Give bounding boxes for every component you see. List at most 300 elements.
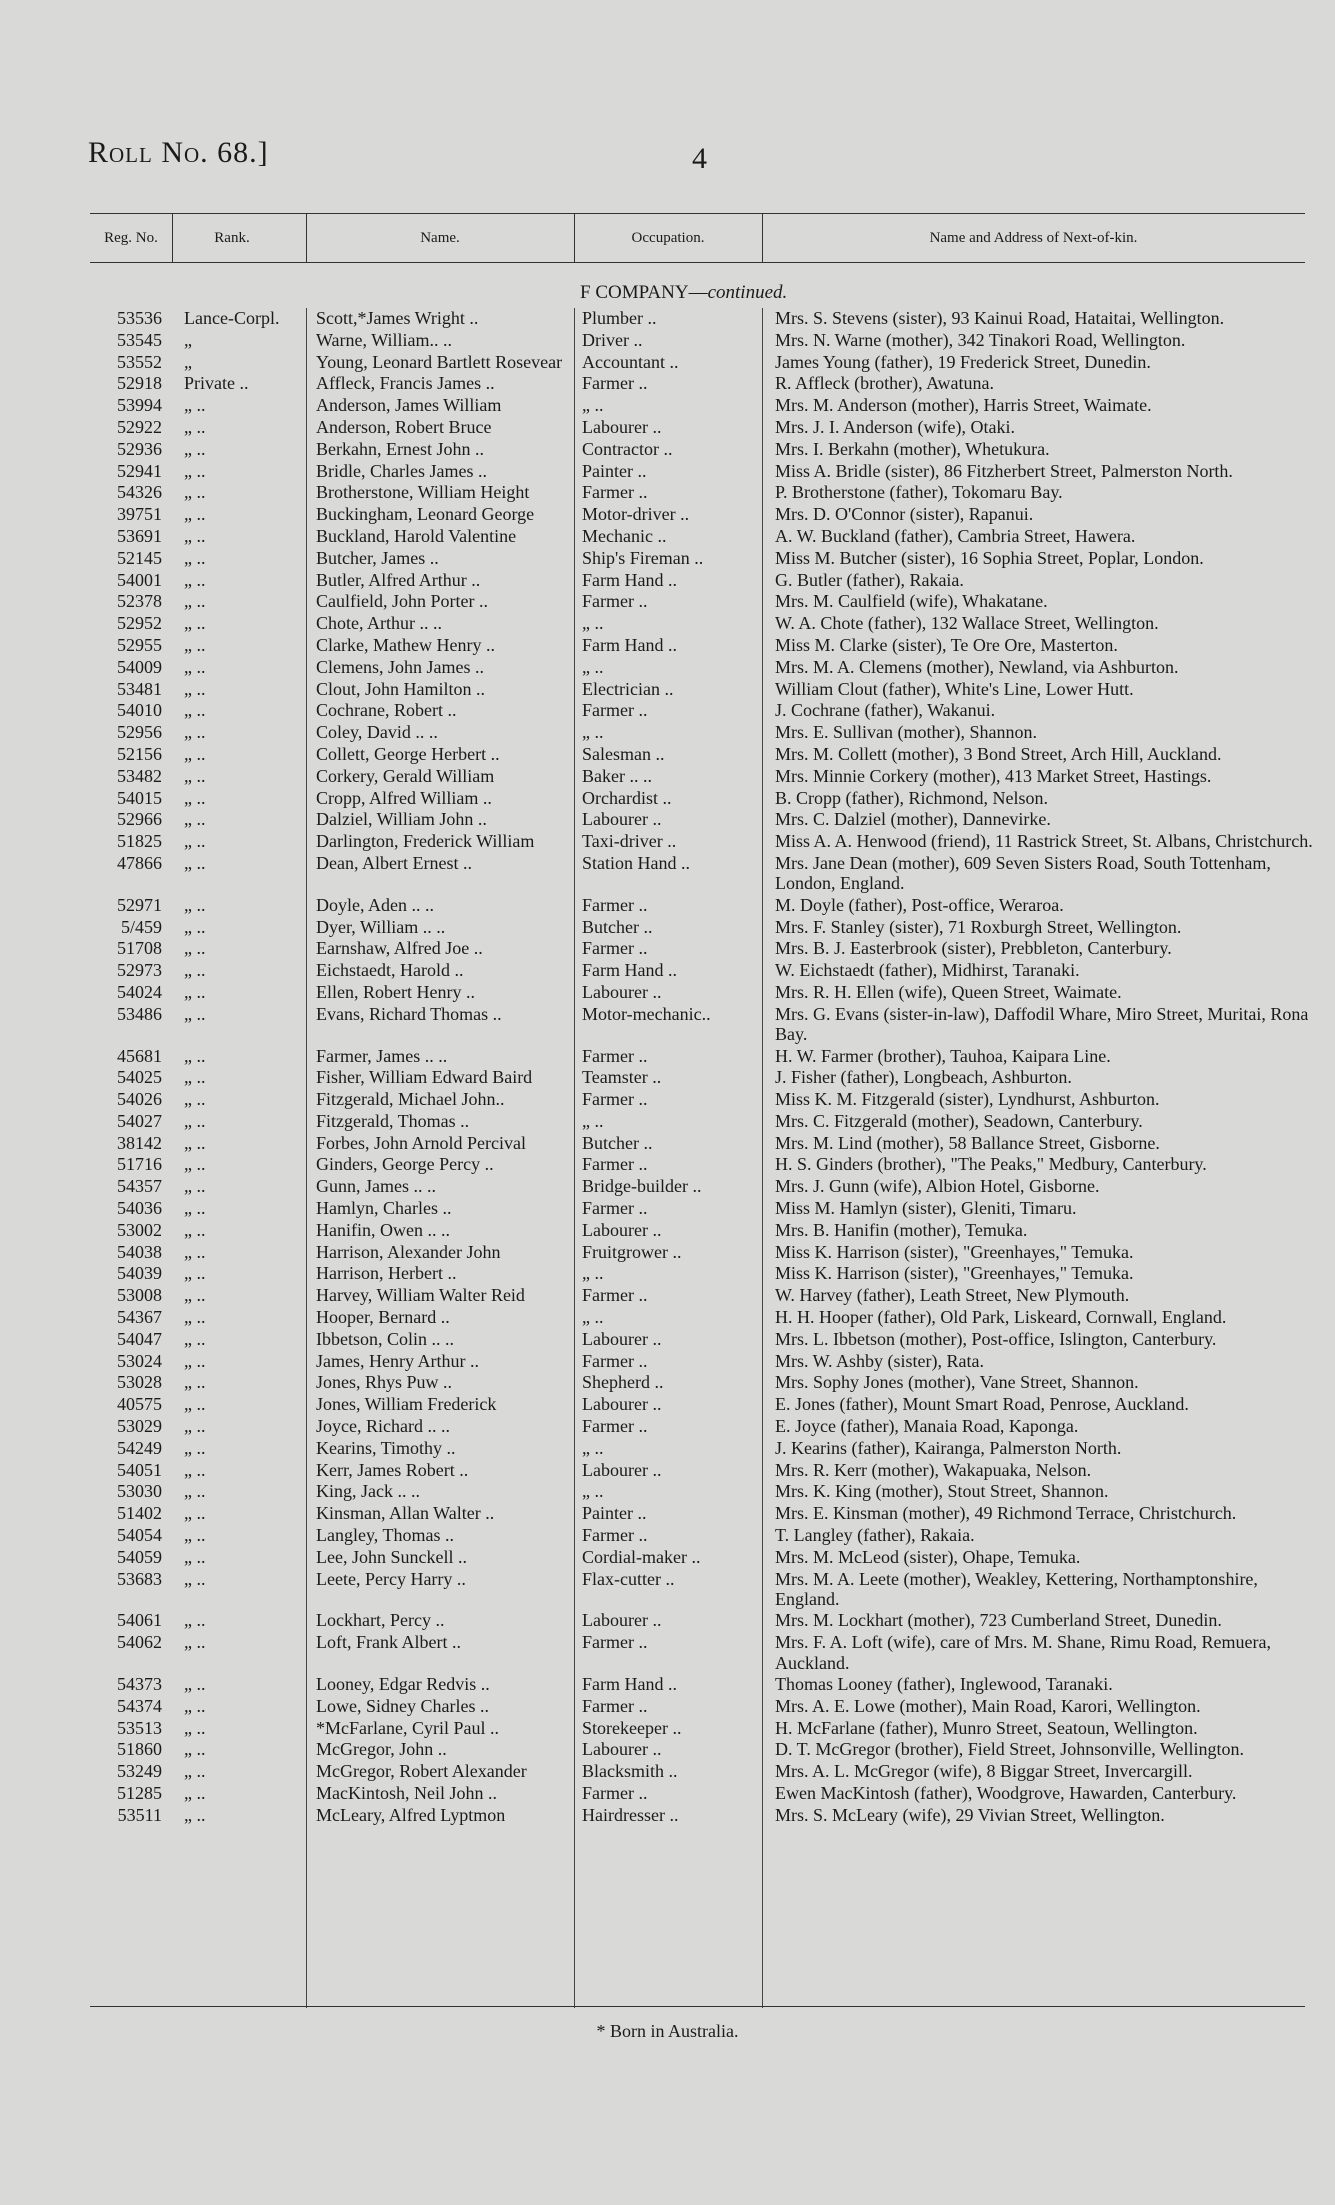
name-cell: Loft, Frank Albert .. — [316, 1632, 461, 1653]
table-row — [0, 373, 1335, 395]
occupation-cell: Farmer .. — [582, 1045, 648, 1066]
table-row — [0, 1481, 1335, 1503]
rank-cell: „ .. — [184, 656, 206, 677]
reg-no-cell: 53030 — [117, 1481, 162, 1502]
table-row — [0, 1739, 1335, 1761]
next-of-kin-cell: Miss A. Bridle (sister), 86 Fitzherbert Street, Palmerston North. — [775, 460, 1233, 481]
table-row — [0, 657, 1335, 679]
reg-no-cell: 52941 — [117, 460, 162, 481]
reg-no-cell: 5/459 — [120, 916, 162, 937]
occupation-cell: Labourer .. — [582, 416, 662, 437]
occupation-cell: Storekeeper .. — [582, 1717, 682, 1738]
next-of-kin-cell: Mrs. M. Anderson (mother), Harris Street, Waimate. — [775, 395, 1152, 416]
occupation-cell: Fruitgrower .. — [582, 1241, 682, 1262]
name-cell: Harrison, Herbert .. — [316, 1263, 457, 1284]
occupation-cell: Farm Hand .. — [582, 1674, 677, 1695]
name-cell: Hooper, Bernard .. — [316, 1307, 450, 1328]
table-row — [0, 613, 1335, 635]
rank-cell: „ .. — [184, 981, 206, 1002]
occupation-cell: Butcher .. — [582, 1132, 653, 1153]
name-cell: Corkery, Gerald William — [316, 765, 495, 786]
next-of-kin-cell: J. Cochrane (father), Wakanui. — [775, 700, 996, 721]
occupation-cell: „ .. — [582, 722, 604, 743]
name-cell: Cropp, Alfred William .. — [316, 787, 492, 808]
occupation-cell: Farmer .. — [582, 700, 648, 721]
next-of-kin-cell: R. Affleck (brother), Awatuna. — [775, 373, 994, 394]
occupation-cell: Labourer .. — [582, 981, 662, 1002]
table-row — [0, 1674, 1335, 1696]
occupation-cell: Farmer .. — [582, 1285, 648, 1306]
name-cell: Langley, Thomas .. — [316, 1525, 454, 1546]
occupation-cell: Labourer .. — [582, 1459, 662, 1480]
next-of-kin-cell: Mrs. S. McLeary (wife), 29 Vivian Street, Wellington. — [775, 1804, 1165, 1825]
next-of-kin-cell: D. T. McGregor (brother), Field Street, Johnsonville, Wellington. — [775, 1739, 1244, 1760]
next-of-kin-cell: Mrs. A. E. Lowe (mother), Main Road, Karori, Wellington. — [775, 1695, 1201, 1716]
table-row — [0, 482, 1335, 504]
occupation-cell: „ .. — [582, 1307, 604, 1328]
table-row — [0, 308, 1335, 330]
reg-no-cell: 53536 — [117, 308, 162, 328]
name-cell: Fitzgerald, Michael John.. — [316, 1089, 505, 1110]
table-row — [0, 1547, 1335, 1569]
next-of-kin-cell: W. Harvey (father), Leath Street, New Plymouth. — [775, 1285, 1130, 1306]
next-of-kin-cell: J. Kearins (father), Kairanga, Palmerston North. — [775, 1437, 1122, 1458]
next-of-kin-cell: Mrs. C. Fitzgerald (mother), Seadown, Canterbury. — [775, 1110, 1143, 1131]
table-row — [0, 461, 1335, 483]
table-row — [0, 1610, 1335, 1632]
reg-no-cell: 53249 — [117, 1761, 162, 1782]
name-cell: Cochrane, Robert .. — [316, 700, 457, 721]
table-row — [0, 1372, 1335, 1394]
reg-no-cell: 54054 — [117, 1525, 162, 1546]
rank-cell: „ .. — [184, 1717, 206, 1738]
name-cell: Clout, John Hamilton .. — [316, 678, 486, 699]
name-cell: Forbes, John Arnold Percival — [316, 1132, 526, 1153]
reg-no-cell: 52952 — [117, 613, 162, 634]
occupation-cell: Painter .. — [582, 1503, 647, 1524]
rank-cell: „ .. — [184, 1804, 206, 1825]
rank-cell: „ .. — [184, 569, 206, 590]
name-cell: Warne, William.. .. — [316, 329, 452, 350]
rank-cell: „ .. — [184, 894, 206, 915]
name-cell: Kinsman, Allan Walter .. — [316, 1503, 495, 1524]
table-row — [0, 1046, 1335, 1068]
name-cell: Jones, William Frederick — [316, 1394, 497, 1415]
rank-cell: „ .. — [184, 700, 206, 721]
table-row — [0, 853, 1335, 895]
occupation-cell: Labourer .. — [582, 1610, 662, 1631]
reg-no-cell: 53482 — [117, 765, 162, 786]
name-cell: Brotherstone, William Height — [316, 482, 530, 503]
occupation-cell: „ .. — [582, 656, 604, 677]
table-row — [0, 1111, 1335, 1133]
next-of-kin-cell: Mrs. M. A. Clemens (mother), Newland, via Ashburton. — [775, 656, 1179, 677]
rank-cell: „ — [184, 329, 192, 350]
occupation-cell: Accountant .. — [582, 351, 679, 372]
rank-cell: „ — [184, 351, 192, 372]
table-row — [0, 1263, 1335, 1285]
table-row — [0, 1307, 1335, 1329]
reg-no-cell: 54051 — [117, 1459, 162, 1480]
next-of-kin-cell: Mrs. M. A. Leete (mother), Weakley, Kettering, Northamptonshire, England. — [775, 1568, 1258, 1610]
name-cell: McLeary, Alfred Lyptmon — [316, 1804, 506, 1825]
name-cell: Buckingham, Leonard George — [316, 504, 535, 525]
reg-no-cell: 54039 — [117, 1263, 162, 1284]
table-row — [0, 330, 1335, 352]
reg-no-cell: 52922 — [117, 416, 162, 437]
occupation-cell: Farmer .. — [582, 1350, 648, 1371]
rank-cell: „ .. — [184, 613, 206, 634]
reg-no-cell: 53545 — [117, 329, 162, 350]
occupation-cell: Contractor .. — [582, 438, 673, 459]
reg-no-cell: 52156 — [117, 743, 162, 764]
name-cell: Hamlyn, Charles .. — [316, 1198, 452, 1219]
next-of-kin-cell: Mrs. F. A. Loft (wife), care of Mrs. M. Shane, Rimu Road, Remuera, Auckland. — [775, 1632, 1271, 1673]
table-row — [0, 1416, 1335, 1438]
reg-no-cell: 53683 — [117, 1568, 162, 1589]
rank-cell: „ .. — [184, 1416, 206, 1437]
occupation-cell: Motor-mechanic.. — [582, 1003, 711, 1024]
rank-cell: „ .. — [184, 1110, 206, 1131]
reg-no-cell: 52971 — [117, 894, 162, 915]
next-of-kin-cell: H. H. Hooper (father), Old Park, Liskeard, Cornwall, England. — [775, 1307, 1227, 1328]
rank-cell: „ .. — [184, 634, 206, 655]
reg-no-cell: 53002 — [117, 1219, 162, 1240]
header-occupation: Occupation. — [631, 230, 705, 246]
name-cell: Joyce, Richard .. .. — [316, 1416, 450, 1437]
name-cell: Gunn, James .. .. — [316, 1176, 436, 1197]
name-cell: Caulfield, John Porter .. — [316, 591, 488, 612]
occupation-cell: Labourer .. — [582, 1219, 662, 1240]
rank-cell: „ .. — [184, 787, 206, 808]
name-cell: Evans, Richard Thomas .. — [316, 1003, 502, 1024]
name-cell: Chote, Arthur .. .. — [316, 613, 442, 634]
occupation-cell: Teamster .. — [582, 1067, 662, 1088]
reg-no-cell: 54038 — [117, 1241, 162, 1262]
next-of-kin-cell: Mrs. A. L. McGregor (wife), 8 Biggar Street, Invercargill. — [775, 1761, 1193, 1782]
table-row — [0, 526, 1335, 548]
occupation-cell: Farmer .. — [582, 591, 648, 612]
next-of-kin-cell: Mrs. M. Lind (mother), 58 Ballance Street, Gisborne. — [775, 1132, 1160, 1153]
occupation-cell: Mechanic .. — [582, 525, 667, 546]
rank-cell: „ .. — [184, 1481, 206, 1502]
reg-no-cell: 54367 — [117, 1307, 162, 1328]
table-row — [0, 1783, 1335, 1805]
table-row — [0, 679, 1335, 701]
reg-no-cell: 40575 — [117, 1394, 162, 1415]
name-cell: Ibbetson, Colin .. .. — [316, 1328, 454, 1349]
reg-no-cell: 53024 — [117, 1350, 162, 1371]
occupation-cell: „ .. — [582, 1110, 604, 1131]
rank-cell: „ .. — [184, 438, 206, 459]
reg-no-cell: 38142 — [117, 1132, 162, 1153]
name-cell: Collett, George Herbert .. — [316, 743, 500, 764]
reg-no-cell: 54010 — [117, 700, 162, 721]
rank-cell: „ .. — [184, 809, 206, 830]
rank-cell: „ .. — [184, 960, 206, 981]
rank-cell: „ .. — [184, 525, 206, 546]
table-row — [0, 938, 1335, 960]
reg-no-cell: 54015 — [117, 787, 162, 808]
roll-label: Roll No. 68.] — [88, 136, 269, 169]
reg-no-cell: 51825 — [117, 831, 162, 852]
next-of-kin-cell: Mrs. B. J. Easterbrook (sister), Prebbleton, Canterbury. — [775, 938, 1172, 959]
next-of-kin-cell: G. Butler (father), Rakaia. — [775, 569, 964, 590]
occupation-cell: Farmer .. — [582, 482, 648, 503]
header-next-of-kin: Name and Address of Next-of-kin. — [929, 230, 1138, 246]
rank-cell: „ .. — [184, 722, 206, 743]
reg-no-cell: 54025 — [117, 1067, 162, 1088]
rank-cell: „ .. — [184, 1328, 206, 1349]
rank-cell: „ .. — [184, 938, 206, 959]
reg-no-cell: 54374 — [117, 1695, 162, 1716]
next-of-kin-cell: Mrs. E. Kinsman (mother), 49 Richmond Terrace, Christchurch. — [775, 1503, 1237, 1524]
reg-no-cell: 51285 — [117, 1783, 162, 1803]
table-row — [0, 591, 1335, 613]
rank-cell: „ .. — [184, 460, 206, 481]
reg-no-cell: 51708 — [117, 938, 162, 959]
reg-no-cell: 54059 — [117, 1546, 162, 1567]
rank-cell: „ .. — [184, 1176, 206, 1197]
table-row — [0, 982, 1335, 1004]
rank-cell: „ .. — [184, 1695, 206, 1716]
next-of-kin-cell: Miss M. Butcher (sister), 16 Sophia Street, Poplar, London. — [775, 547, 1204, 568]
next-of-kin-cell: Mrs. I. Berkahn (mother), Whetukura. — [775, 438, 1050, 459]
table-row — [0, 439, 1335, 461]
rank-cell: „ .. — [184, 916, 206, 937]
next-of-kin-cell: Mrs. Jane Dean (mother), 609 Seven Sisters Road, South Tottenham, London, England. — [775, 852, 1271, 894]
table-row — [0, 1133, 1335, 1155]
next-of-kin-cell: H. S. Ginders (brother), "The Peaks," Medbury, Canterbury. — [775, 1154, 1207, 1175]
occupation-cell: Labourer .. — [582, 1328, 662, 1349]
reg-no-cell: 45681 — [117, 1045, 162, 1066]
rank-cell: „ .. — [184, 1568, 206, 1589]
name-cell: *McFarlane, Cyril Paul .. — [316, 1717, 499, 1738]
next-of-kin-cell: Miss K. Harrison (sister), "Greenhayes," Temuka. — [775, 1263, 1134, 1284]
rank-cell: „ .. — [184, 1089, 206, 1110]
name-cell: Kearins, Timothy .. — [316, 1437, 456, 1458]
table-row — [0, 1351, 1335, 1373]
occupation-cell: „ .. — [582, 1437, 604, 1458]
rank-cell: „ .. — [184, 1045, 206, 1066]
rank-cell: „ .. — [184, 678, 206, 699]
table-row — [0, 744, 1335, 766]
name-cell: Fisher, William Edward Baird — [316, 1067, 533, 1088]
name-cell: Clemens, John James .. — [316, 656, 484, 677]
occupation-cell: Driver .. — [582, 329, 643, 350]
occupation-cell: Orchardist .. — [582, 787, 672, 808]
occupation-cell: Farmer .. — [582, 1632, 648, 1653]
table-row — [0, 504, 1335, 526]
occupation-cell: Farmer .. — [582, 1089, 648, 1110]
table-row — [0, 635, 1335, 657]
next-of-kin-cell: Miss K. Harrison (sister), "Greenhayes," Temuka. — [775, 1241, 1134, 1262]
table-row — [0, 1503, 1335, 1525]
rank-cell: „ .. — [184, 743, 206, 764]
name-cell: Butcher, James .. — [316, 547, 439, 568]
rank-cell: „ .. — [184, 1219, 206, 1240]
reg-no-cell: 47866 — [117, 852, 162, 873]
table-header — [90, 213, 1305, 263]
name-cell: McGregor, Robert Alexander — [316, 1761, 527, 1782]
table-row — [0, 1089, 1335, 1111]
occupation-cell: Farmer .. — [582, 1198, 648, 1219]
occupation-cell: Station Hand .. — [582, 852, 690, 873]
rank-cell: „ .. — [184, 1154, 206, 1175]
footnote: * Born in Australia. — [596, 2021, 739, 2041]
table-row — [0, 700, 1335, 722]
name-cell: Scott,*James Wright .. — [316, 308, 479, 328]
reg-no-cell: 54062 — [117, 1632, 162, 1653]
occupation-cell: Motor-driver .. — [582, 504, 690, 525]
table-row — [0, 766, 1335, 788]
table-row — [0, 1154, 1335, 1176]
reg-no-cell: 54373 — [117, 1674, 162, 1695]
next-of-kin-cell: Mrs. E. Sullivan (mother), Shannon. — [775, 722, 1037, 743]
rank-cell: „ .. — [184, 1739, 206, 1760]
rank-cell: „ .. — [184, 416, 206, 437]
name-cell: Lee, John Sunckell .. — [316, 1546, 467, 1567]
name-cell: Farmer, James .. .. — [316, 1045, 448, 1066]
table-row — [0, 1329, 1335, 1351]
next-of-kin-cell: P. Brotherstone (father), Tokomaru Bay. — [775, 482, 1063, 503]
rank-cell: „ .. — [184, 1459, 206, 1480]
table-row — [0, 722, 1335, 744]
next-of-kin-cell: Mrs. F. Stanley (sister), 71 Roxburgh Street, Wellington. — [775, 916, 1182, 937]
rank-cell: „ .. — [184, 831, 206, 852]
reg-no-cell: 54036 — [117, 1198, 162, 1219]
name-cell: Lockhart, Percy .. — [316, 1610, 445, 1631]
next-of-kin-cell: Miss A. A. Henwood (friend), 11 Rastrick Street, St. Albans, Christchurch. — [775, 831, 1313, 852]
next-of-kin-cell: Mrs. D. O'Connor (sister), Rapanui. — [775, 504, 1034, 525]
reg-no-cell: 53028 — [117, 1372, 162, 1393]
next-of-kin-cell: M. Doyle (father), Post-office, Weraroa. — [775, 894, 1064, 915]
table-row — [0, 1696, 1335, 1718]
reg-no-cell: 54001 — [117, 569, 162, 590]
next-of-kin-cell: Mrs. M. Collett (mother), 3 Bond Street, Arch Hill, Auckland. — [775, 743, 1222, 764]
occupation-cell: Farmer .. — [582, 373, 648, 394]
name-cell: Earnshaw, Alfred Joe .. — [316, 938, 483, 959]
rank-cell: „ .. — [184, 765, 206, 786]
next-of-kin-cell: J. Fisher (father), Longbeach, Ashburton. — [775, 1067, 1072, 1088]
table-row — [0, 1242, 1335, 1264]
name-cell: Fitzgerald, Thomas .. — [316, 1110, 470, 1131]
name-cell: MacKintosh, Neil John .. — [316, 1783, 497, 1803]
rank-cell: „ .. — [184, 1674, 206, 1695]
reg-no-cell: 54024 — [117, 981, 162, 1002]
reg-no-cell: 53552 — [117, 351, 162, 372]
next-of-kin-cell: H. McFarlane (father), Munro Street, Seatoun, Wellington. — [775, 1717, 1198, 1738]
occupation-cell: Painter .. — [582, 460, 647, 481]
next-of-kin-cell: W. A. Chote (father), 132 Wallace Street, Wellington. — [775, 613, 1159, 634]
rank-cell: „ .. — [184, 1632, 206, 1653]
reg-no-cell: 54326 — [117, 482, 162, 503]
next-of-kin-cell: Miss K. M. Fitzgerald (sister), Lyndhurst, Ashburton. — [775, 1089, 1160, 1110]
name-cell: Kerr, James Robert .. — [316, 1459, 469, 1480]
name-cell: James, Henry Arthur .. — [316, 1350, 479, 1371]
rank-cell: „ .. — [184, 852, 206, 873]
reg-no-cell: 52973 — [117, 960, 162, 981]
occupation-cell: „ .. — [582, 613, 604, 634]
occupation-cell: Labourer .. — [582, 809, 662, 830]
reg-no-cell: 52966 — [117, 809, 162, 830]
occupation-cell: „ .. — [582, 395, 604, 416]
reg-no-cell: 39751 — [117, 504, 162, 525]
table-row — [0, 548, 1335, 570]
occupation-cell: Blacksmith .. — [582, 1761, 678, 1782]
next-of-kin-cell: Mrs. J. I. Anderson (wife), Otaki. — [775, 416, 1015, 437]
next-of-kin-cell: Mrs. W. Ashby (sister), Rata. — [775, 1350, 984, 1371]
rank-cell: Private .. — [184, 373, 249, 394]
occupation-cell: Farm Hand .. — [582, 960, 677, 981]
name-cell: Berkahn, Ernest John .. — [316, 438, 484, 459]
table-row — [0, 1569, 1335, 1611]
table-row — [0, 1718, 1335, 1740]
table-row — [0, 809, 1335, 831]
roll-table-body — [0, 308, 1335, 1827]
page-number: 4 — [692, 142, 707, 175]
reg-no-cell: 54047 — [117, 1328, 162, 1349]
occupation-cell: Labourer .. — [582, 1739, 662, 1760]
reg-no-cell: 54061 — [117, 1610, 162, 1631]
occupation-cell: Farmer .. — [582, 1783, 648, 1803]
header-name: Name. — [420, 230, 460, 246]
occupation-cell: Farmer .. — [582, 1525, 648, 1546]
rank-cell: „ .. — [184, 1003, 206, 1024]
next-of-kin-cell: Mrs. G. Evans (sister-in-law), Daffodil Whare, Miro Street, Muritai, Rona Bay. — [775, 1003, 1309, 1045]
table-row — [0, 960, 1335, 982]
next-of-kin-cell: T. Langley (father), Rakaia. — [775, 1525, 975, 1546]
section-company: F COMPANY— — [580, 282, 708, 303]
next-of-kin-cell: Mrs. Minnie Corkery (mother), 413 Market Street, Hastings. — [775, 765, 1212, 786]
rank-cell: „ .. — [184, 1546, 206, 1567]
rank-cell: „ .. — [184, 1503, 206, 1524]
name-cell: Affleck, Francis James .. — [316, 373, 495, 394]
rank-cell: „ .. — [184, 591, 206, 612]
reg-no-cell: 53029 — [117, 1416, 162, 1437]
next-of-kin-cell: William Clout (father), White's Line, Lower Hutt. — [775, 678, 1134, 699]
next-of-kin-cell: B. Cropp (father), Richmond, Nelson. — [775, 787, 1048, 808]
reg-no-cell: 51402 — [117, 1503, 162, 1524]
name-cell: Lowe, Sidney Charles .. — [316, 1695, 489, 1716]
rank-cell: „ .. — [184, 504, 206, 525]
occupation-cell: „ .. — [582, 1263, 604, 1284]
table-row — [0, 1004, 1335, 1046]
reg-no-cell: 53481 — [117, 678, 162, 699]
reg-no-cell: 51716 — [117, 1154, 162, 1175]
name-cell: Butler, Alfred Arthur .. — [316, 569, 481, 590]
rank-cell: „ .. — [184, 1394, 206, 1415]
next-of-kin-cell: E. Jones (father), Mount Smart Road, Penrose, Auckland. — [775, 1394, 1189, 1415]
next-of-kin-cell: Mrs. R. Kerr (mother), Wakapuaka, Nelson. — [775, 1459, 1092, 1480]
table-row — [0, 1460, 1335, 1482]
next-of-kin-cell: Mrs. K. King (mother), Stout Street, Shannon. — [775, 1481, 1109, 1502]
occupation-cell: Taxi-driver .. — [582, 831, 677, 852]
section-continued: continued. — [707, 282, 788, 303]
name-cell: Dalziel, William John .. — [316, 809, 487, 830]
occupation-cell: Butcher .. — [582, 916, 653, 937]
occupation-cell: Plumber .. — [582, 308, 657, 328]
reg-no-cell: 52145 — [117, 547, 162, 568]
name-cell: Leete, Percy Harry .. — [316, 1568, 466, 1589]
table-row — [0, 1220, 1335, 1242]
rank-cell: „ .. — [184, 1285, 206, 1306]
occupation-cell: Ship's Fireman .. — [582, 547, 704, 568]
name-cell: Dyer, William .. .. — [316, 916, 446, 937]
table-row — [0, 788, 1335, 810]
reg-no-cell: 53994 — [117, 395, 162, 416]
table-row — [0, 1632, 1335, 1674]
